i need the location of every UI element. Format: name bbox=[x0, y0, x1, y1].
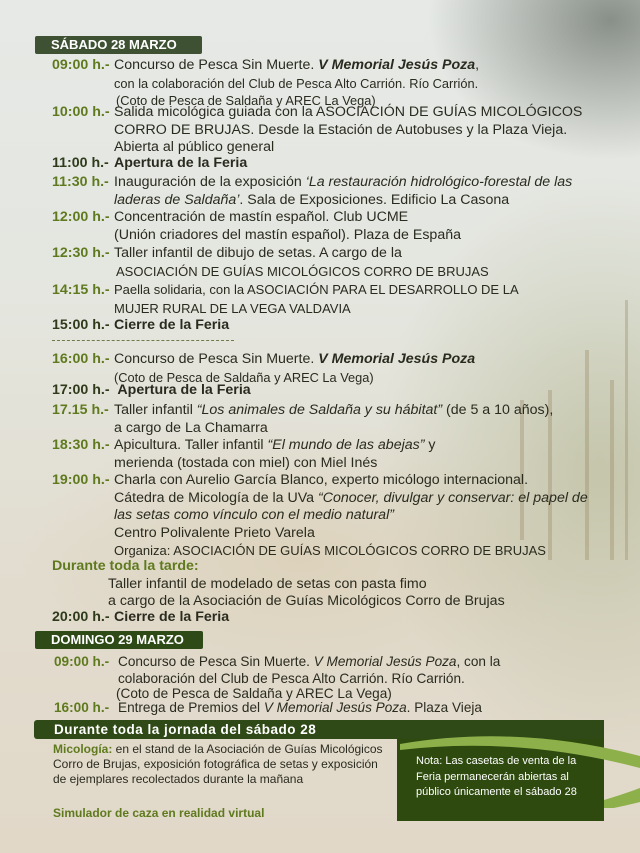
micologia-label: Micología: bbox=[53, 742, 113, 756]
event-time: 12:00 h.- bbox=[52, 209, 110, 225]
event-line: Organiza: ASOCIACIÓN DE GUÍAS MICOLÓGICOS CORRO DE BRUJAS bbox=[114, 543, 546, 558]
event-line: Abierta al público general bbox=[114, 139, 275, 155]
event-time: 11:30 h.- bbox=[52, 174, 109, 190]
event-line: merienda (tostada con miel) con Miel Inés bbox=[114, 454, 378, 471]
event-1415 bbox=[52, 281, 519, 317]
event-text: Charla con Aurelio García Blanco, experto micólogo internacional. bbox=[114, 472, 529, 488]
event-time: 14:15 h.- bbox=[52, 282, 110, 298]
event-1100 bbox=[52, 155, 247, 173]
event-text: Apicultura. Taller infantil bbox=[114, 437, 268, 453]
event-0900 bbox=[52, 57, 479, 110]
sunday-event-0900 bbox=[54, 653, 500, 701]
event-line: con la colaboración del Club de Pesca Alto Carrión. Río Carrión. bbox=[114, 75, 479, 91]
event-1900 bbox=[52, 472, 588, 560]
event-line: (Coto de Pesca de Saldaña y AREC La Vega) bbox=[114, 369, 374, 385]
event-text: Concurso de Pesca Sin Muerte. bbox=[114, 57, 319, 73]
event-1000 bbox=[52, 104, 582, 157]
event-time: 12:30 h.- bbox=[52, 245, 110, 261]
event-line: ASOCIACIÓN DE GUÍAS MICOLÓGICOS CORRO DE BRUJAS bbox=[116, 263, 489, 279]
event-text: Cierre de la Feria bbox=[114, 317, 230, 333]
event-line: . Sala de Exposiciones. Edificio La Casona bbox=[239, 191, 510, 208]
event-1715 bbox=[52, 402, 553, 437]
event-text: Concurso de Pesca Sin Muerte. bbox=[118, 654, 314, 669]
event-emphasis: V Memorial Jesús Poza bbox=[263, 700, 407, 715]
event-time: 17:00 h.- bbox=[52, 382, 110, 398]
event-line: Centro Polivalente Prieto Varela bbox=[114, 524, 315, 541]
event-1130 bbox=[52, 174, 572, 209]
sunday-header: DOMINGO 29 MARZO bbox=[35, 631, 203, 649]
event-text: Paella solidaria, con la ASOCIACIÓN PARA EL DESARROLLO DE LA bbox=[114, 282, 519, 297]
nota-text: Nota: Las casetas de venta de la Feria permanecerán abiertas al público únicamente el sábado 28 bbox=[416, 755, 577, 798]
event-line: (Unión criadores del mastín español). Plaza de España bbox=[114, 226, 461, 243]
event-1830 bbox=[52, 437, 436, 472]
saturday-header: SÁBADO 28 MARZO bbox=[35, 36, 202, 54]
jornada-title-bar: Durante toda la jornada del sábado 28 bbox=[34, 720, 604, 739]
event-text-after: , con la bbox=[456, 654, 501, 669]
event-line: (Coto de Pesca de Saldaña y AREC La Vega) bbox=[116, 685, 392, 701]
afternoon-label: Durante toda la tarde: bbox=[52, 558, 199, 574]
sunday-event-1600 bbox=[54, 699, 482, 717]
event-time: 19:00 h.- bbox=[52, 472, 110, 488]
event-time: 20:00 h.- bbox=[52, 609, 110, 625]
afternoon-block bbox=[52, 558, 505, 611]
event-1200 bbox=[52, 209, 461, 244]
event-emphasis: “El mundo de las abejas” bbox=[267, 437, 425, 453]
event-line: CORRO DE BRUJAS. Desde la Estación de Autobuses y la Plaza Vieja. bbox=[114, 121, 568, 138]
event-time: 15:00 h.- bbox=[52, 317, 110, 333]
event-1230 bbox=[52, 245, 489, 280]
afternoon-line: Taller infantil de modelado de setas con pasta fimo bbox=[108, 575, 427, 592]
event-text: Apertura de la Feria bbox=[114, 155, 248, 171]
event-time: 18:30 h.- bbox=[52, 437, 110, 453]
event-text: Salida micológica guiada con la ASOCIACIÓN DE GUÍAS MICOLÓGICOS bbox=[114, 104, 583, 120]
event-text: Entrega de Premios del bbox=[118, 700, 264, 715]
event-text-after: y bbox=[424, 437, 436, 453]
micologia-text: en el stand de la Asociación de Guías Micológicos Corro de Brujas, exposición fotográfica de setas y exposición de ejemplares recolectados durante la mañana bbox=[53, 742, 383, 787]
event-text: Apertura de la Feria bbox=[114, 382, 251, 398]
event-time: 11:00 h.- bbox=[52, 155, 109, 171]
event-line: Cátedra de Micología de la UVa bbox=[114, 489, 318, 506]
afternoon-line: a cargo de la Asociación de Guías Micológicos Corro de Brujas bbox=[108, 593, 505, 609]
event-text: Concurso de Pesca Sin Muerte. bbox=[114, 351, 319, 367]
event-text-after: . Plaza Vieja bbox=[406, 700, 482, 715]
event-text: Taller infantil de dibujo de setas. A cargo de la bbox=[114, 245, 402, 261]
event-time: 16:00 h.- bbox=[54, 700, 110, 715]
event-line: MUJER RURAL DE LA VEGA VALDAVIA bbox=[114, 300, 351, 316]
simulador-text: Simulador de caza en realidad virtual bbox=[53, 806, 265, 820]
event-emphasis: ‘La restauración hidrológico-forestal de las bbox=[305, 174, 573, 190]
event-emphasis: las setas como vínculo con el medio natural” bbox=[114, 507, 394, 523]
event-text: Taller infantil bbox=[114, 402, 197, 418]
event-text: Concentración de mastín español. Club UCME bbox=[114, 209, 409, 225]
event-emphasis: V Memorial Jesús Poza bbox=[313, 654, 457, 669]
event-1700 bbox=[52, 382, 251, 400]
event-time: 10:00 h.- bbox=[52, 104, 110, 120]
event-emphasis: “Los animales de Saldaña y su hábitat” bbox=[196, 402, 443, 418]
event-text: Inauguración de la exposición bbox=[114, 174, 306, 190]
separator-line bbox=[52, 340, 234, 341]
event-time: 09:00 h.- bbox=[52, 57, 110, 73]
event-time: 09:00 h.- bbox=[54, 654, 110, 669]
event-text: Cierre de la Feria bbox=[114, 609, 230, 625]
event-emphasis: laderas de Saldaña’ bbox=[114, 191, 240, 208]
event-1500 bbox=[52, 317, 229, 335]
event-line: a cargo de La Chamarra bbox=[114, 419, 268, 436]
event-text-after: , bbox=[475, 57, 480, 73]
micologia-block bbox=[53, 742, 393, 788]
event-text-after: (de 5 a 10 años), bbox=[442, 402, 554, 418]
event-time: 16:00 h.- bbox=[52, 351, 110, 367]
event-emphasis: V Memorial Jesús Poza bbox=[318, 57, 476, 73]
event-line: colaboración del Club de Pesca Alto Carrión. Río Carrión. bbox=[118, 670, 465, 686]
event-emphasis: V Memorial Jesús Poza bbox=[318, 351, 476, 367]
event-time: 17.15 h.- bbox=[52, 402, 109, 418]
event-emphasis: “Conocer, divulgar y conservar: el papel de bbox=[318, 489, 588, 506]
event-2000 bbox=[52, 609, 229, 627]
event-1600 bbox=[52, 351, 475, 386]
event-line: (Coto de Pesca de Saldaña y AREC La Vega) bbox=[116, 93, 376, 108]
